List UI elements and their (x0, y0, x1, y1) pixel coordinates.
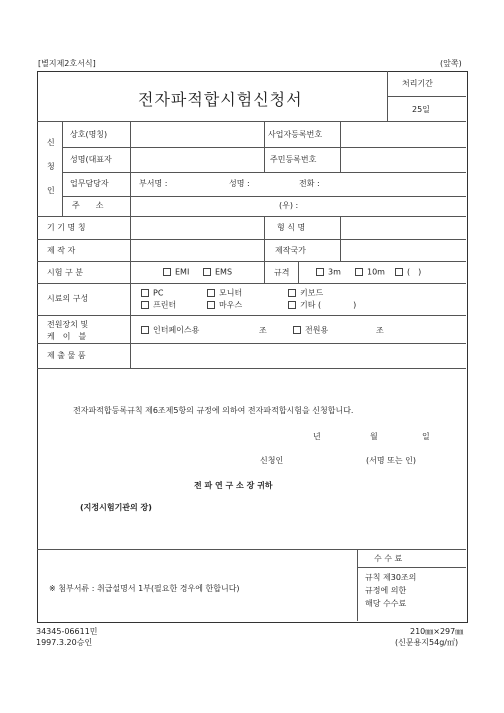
applicant-sign-label: 신청인 (260, 456, 284, 465)
test-type-label: 시험 구 분 (47, 268, 83, 277)
checkbox-mouse[interactable]: 마우스 (207, 301, 242, 310)
business-number-label: 사업자등록번호 (268, 130, 323, 139)
paper-size: 210㎜×297㎜ (410, 627, 464, 636)
applicant-section-char-3: 인 (47, 186, 55, 195)
resident-number-field[interactable] (341, 148, 465, 171)
applicant-section-char-1: 신 (47, 138, 55, 147)
department-label: 부서명 : (139, 179, 168, 188)
address-label: 주 소 (72, 201, 104, 210)
device-name-label: 기 기 명 칭 (47, 223, 86, 232)
form-number: [별지제2호서식] (38, 59, 96, 68)
person-name-label: 성명 : (229, 179, 250, 188)
checkbox-10m[interactable]: 10m (355, 268, 385, 277)
submission-label: 제 출 물 품 (47, 351, 86, 360)
maker-field[interactable] (131, 240, 263, 260)
maker-country-label: 제작국가 (275, 246, 306, 255)
checkbox-spec-other[interactable]: ( ) (395, 268, 421, 277)
designated-institution: (지정시험기관의 장) (80, 503, 152, 512)
contact-person-label: 업무담당자 (70, 179, 109, 188)
checkbox-printer[interactable]: 프린터 (141, 301, 176, 310)
business-number-field[interactable] (341, 122, 465, 146)
model-name-label: 형 식 명 (277, 223, 306, 232)
maker-label: 제 작 자 (47, 246, 76, 255)
representative-field[interactable] (131, 148, 263, 171)
checkbox-monitor[interactable]: 모니터 (207, 289, 242, 298)
processing-period-value: 25일 (412, 105, 430, 114)
date-year: 년 (313, 432, 321, 441)
checkbox-power[interactable]: 전원용 (293, 326, 328, 335)
fee-label: 수 수 료 (374, 554, 403, 563)
device-name-field[interactable] (131, 217, 263, 238)
representative-label: 성명(대표자 (70, 155, 112, 164)
address-field[interactable] (131, 197, 465, 215)
checkbox-emi[interactable]: EMI (163, 268, 189, 277)
approval-date: 1997.3.20승인 (36, 638, 93, 647)
zip-label: (우) : (279, 201, 299, 210)
power-unit: 조 (376, 326, 384, 335)
page-side: (앞쪽) (440, 59, 462, 68)
interface-unit: 조 (259, 326, 267, 335)
model-name-field[interactable] (341, 217, 465, 238)
submission-field[interactable] (131, 344, 465, 367)
date-month: 월 (370, 432, 378, 441)
form-title: 전자파적합시험신청서 (138, 90, 303, 109)
sign-or-seal: (서명 또는 인) (366, 456, 416, 465)
processing-period-label: 처리기간 (402, 79, 433, 88)
date-day: 일 (422, 432, 430, 441)
form-code: 34345-06611민 (36, 627, 98, 636)
paper-type: (신문용지54g/㎡) (395, 638, 459, 647)
sample-composition-label: 시료의 구성 (47, 294, 89, 303)
fee-text-1: 규칙 제30조의 (365, 573, 417, 582)
checkbox-pc[interactable]: PC (141, 289, 163, 298)
contact-field[interactable] (131, 173, 465, 195)
power-cable-label-1: 전원장치 및 (47, 320, 89, 329)
checkbox-ems[interactable]: EMS (203, 268, 232, 277)
recipient: 전 파 연 구 소 장 귀하 (194, 481, 273, 490)
application-statement: 전자파적합등록규칙 제6조제5항의 규정에 의하여 전자파적합시험을 신청합니다. (73, 406, 354, 415)
attachment-note: ※ 첨부서류 : 취급설명서 1부(필요한 경우에 한합니다) (49, 584, 240, 593)
business-name-field[interactable] (131, 122, 263, 146)
checkbox-etc[interactable]: 기타 ( ) (288, 301, 356, 310)
fee-text-3: 해당 수수료 (365, 599, 407, 608)
maker-country-field[interactable] (341, 240, 465, 260)
spec-label: 규격 (274, 268, 290, 277)
resident-number-label: 주민등록번호 (270, 155, 317, 164)
checkbox-keyboard[interactable]: 키보드 (288, 289, 323, 298)
applicant-section-char-2: 청 (47, 162, 55, 171)
checkbox-3m[interactable]: 3m (316, 268, 341, 277)
phone-label: 전화 : (299, 179, 320, 188)
checkbox-interface[interactable]: 인터페이스용 (141, 326, 199, 335)
business-name-label: 상호(명칭) (70, 130, 108, 139)
power-cable-label-2: 케 이 블 (47, 332, 87, 341)
fee-text-2: 규정에 의한 (365, 586, 407, 595)
